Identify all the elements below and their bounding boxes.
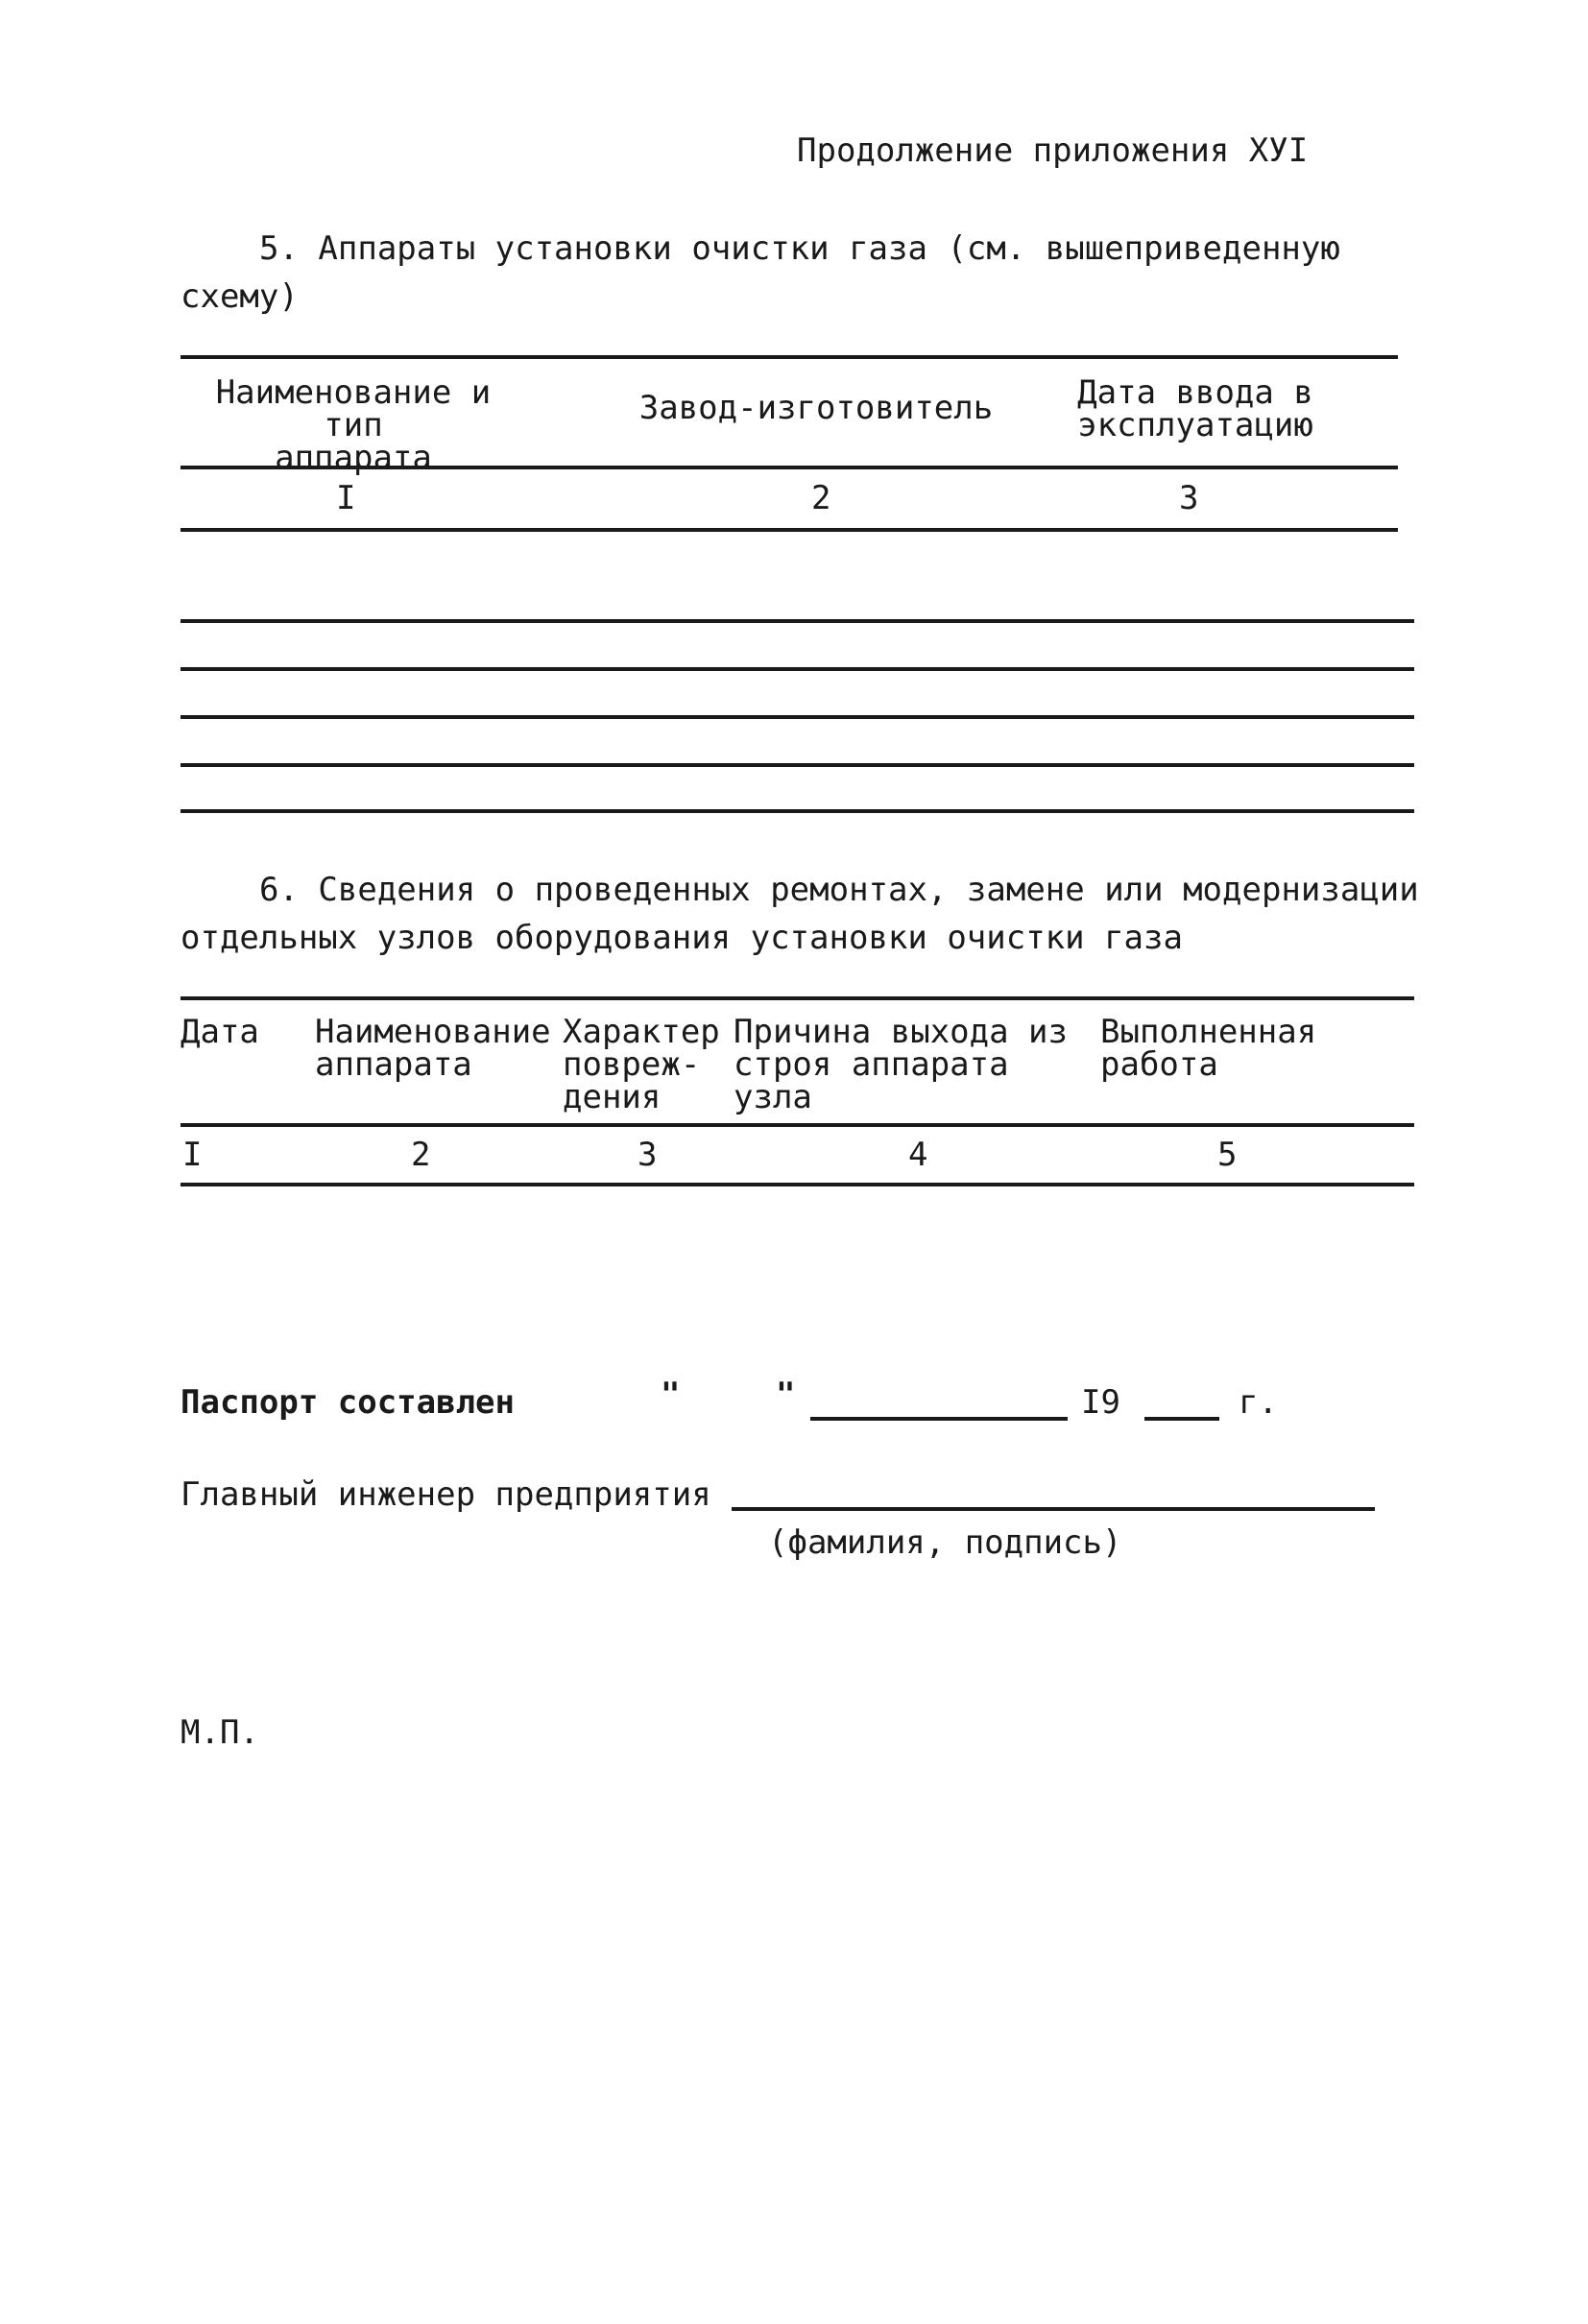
table-row-line: [180, 619, 1414, 623]
column-header-line: узла: [734, 1078, 812, 1116]
column-header-date: [1047, 373, 1344, 444]
column-number: 3: [638, 1136, 658, 1174]
signature-blank-line[interactable]: [732, 1507, 1375, 1511]
table-row-line: [180, 763, 1414, 767]
column-header-line: Характер: [563, 1013, 720, 1051]
year-blank-line[interactable]: [1144, 1417, 1219, 1421]
table-rule: [180, 466, 1398, 469]
section5-heading-line1: 5. Аппараты установки очистки газа (см. вышеприведенную: [259, 229, 1340, 268]
year-prefix: I9: [1081, 1383, 1120, 1422]
column-number: 3: [1179, 479, 1199, 517]
signature-caption: (фамилия, подпись): [768, 1523, 1122, 1562]
table-rule: [180, 528, 1398, 532]
column-header-line: аппарата: [275, 439, 432, 477]
column-number: I: [336, 479, 356, 517]
column-header-line: Наименование и тип: [215, 373, 492, 444]
table-rule: [180, 355, 1398, 359]
column-header-apparatus: [315, 1013, 551, 1084]
continuation-header: Продолжение приложения ХУI: [797, 132, 1309, 170]
column-header-date: [180, 1013, 259, 1051]
column-header-line: Дата: [180, 1013, 259, 1051]
column-header-line: строя аппарата: [734, 1045, 1009, 1084]
column-header-line: работа: [1100, 1045, 1218, 1084]
column-header-line: Дата ввода в: [1077, 373, 1313, 412]
table-rule: [180, 1123, 1414, 1127]
column-header-line: эксплуатацию: [1077, 406, 1313, 444]
table-rule: [180, 1183, 1414, 1186]
table-rule: [180, 996, 1414, 1000]
column-number: 2: [811, 479, 831, 517]
section6-heading-line2: отдельных узлов оборудования установки очистки газа: [180, 919, 1183, 957]
year-suffix: г.: [1239, 1383, 1278, 1422]
column-header-name: [180, 373, 526, 477]
column-number: I: [182, 1136, 203, 1174]
table-row-line: [180, 809, 1414, 813]
stamp-place-label: М.П.: [180, 1713, 259, 1752]
quote-open: ": [661, 1376, 681, 1414]
column-header-line: Завод-изготовитель: [638, 389, 994, 427]
column-header-damage: [563, 1013, 720, 1116]
column-number: 5: [1217, 1136, 1238, 1174]
column-header-line: аппарата: [315, 1045, 472, 1084]
date-blank-line[interactable]: [810, 1417, 1068, 1421]
column-number: 4: [908, 1136, 928, 1174]
chief-engineer-label: Главный инженер предприятия: [180, 1475, 711, 1514]
column-header-line: Выполненная: [1100, 1013, 1317, 1051]
table-row-line: [180, 667, 1414, 671]
column-header-failure-reason: [734, 1013, 1068, 1116]
section6-heading-line1: 6. Сведения о проведенных ремонтах, замене или модернизации: [259, 871, 1419, 909]
column-header-manufacturer: [624, 389, 1008, 427]
column-header-line: повреж-: [563, 1045, 701, 1084]
column-number: 2: [411, 1136, 431, 1174]
quote-close: ": [776, 1376, 796, 1414]
column-header-work-done: [1100, 1013, 1317, 1084]
passport-label: Паспорт составлен: [180, 1383, 515, 1422]
table-row-line: [180, 715, 1414, 719]
section5-heading-line2: схему): [180, 277, 299, 316]
column-header-line: дения: [563, 1078, 662, 1116]
column-header-line: Причина выхода из: [734, 1013, 1068, 1051]
column-header-line: Наименование: [315, 1013, 551, 1051]
